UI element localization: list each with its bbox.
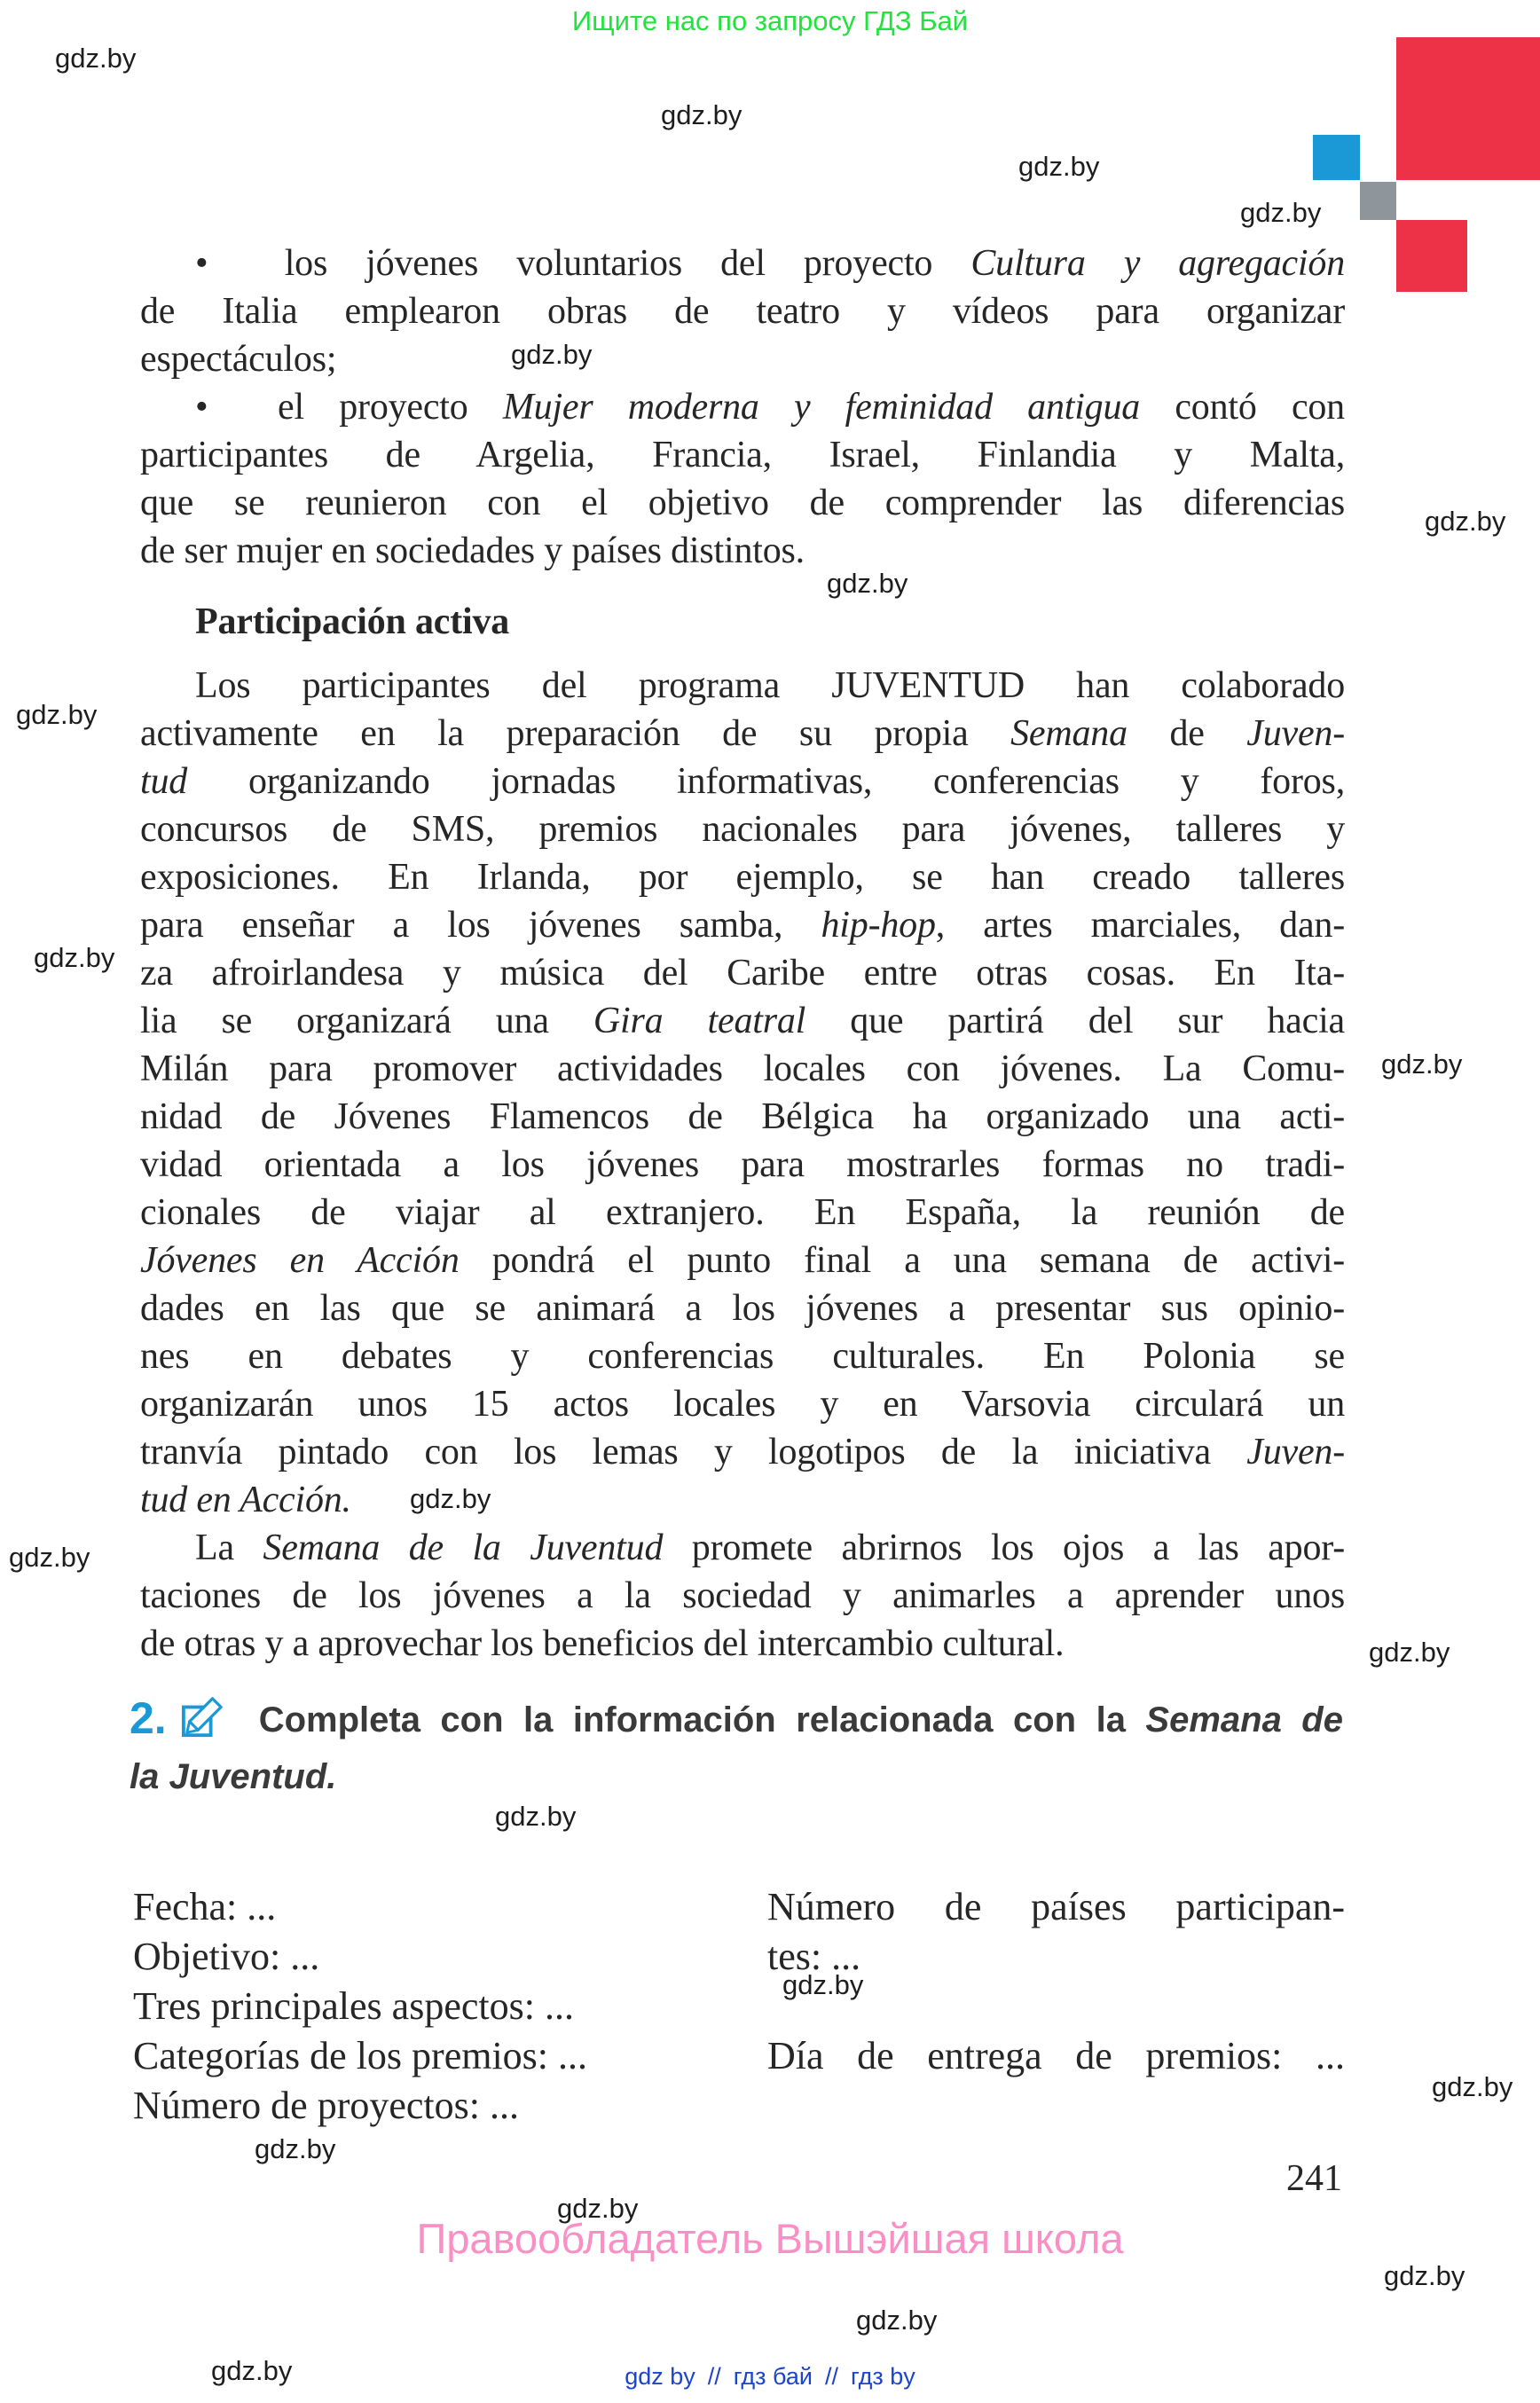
fill-in-item: Día de entrega de premios: ... [767,2034,1345,2077]
fill-in-item: Número de proyectos: ... [133,2084,519,2127]
pencil-edit-icon [181,1696,224,1739]
text-line: vidad orientada a los jóvenes para mostrarles formas no tradi- [140,1144,1345,1185]
copyright-text: Правообладатель Вышэйшая школа [416,2215,1124,2262]
gdz-watermark: gdz.by [557,2193,639,2224]
text-line: • el proyecto Mujer moderna y feminidad antigua contó con [195,387,1345,428]
gdz-watermark: gdz.by [1425,506,1506,537]
text-line: nes en debates y conferencias culturales. En Polonia se [140,1336,1345,1377]
text-line: participantes de Argelia, Francia, Israel, Finlandia y Malta, [140,435,1345,475]
text-line: tranvía pintado con los lemas y logotipos de la iniciativa Juven- [140,1432,1345,1472]
decor-square [1313,135,1360,180]
text-line: za afroirlandesa y música del Caribe entre otras cosas. En Ita- [140,953,1345,993]
gdz-watermark: gdz.by [511,339,593,370]
gdz-watermark: gdz.by [410,1483,491,1514]
gdz-watermark: gdz.by [827,568,908,599]
gdz-watermark: gdz.by [34,942,115,973]
decor-square [1396,220,1467,292]
text-line: Jóvenes en Acción pondrá el punto final a una semana de activi- [140,1240,1345,1281]
gdz-watermark: gdz.by [55,43,137,74]
exercise-instruction: Completa con la información relacionada con la Semana de [258,1700,1343,1739]
text-line: de ser mujer en sociedades y países distintos. [140,530,805,571]
footer-link[interactable]: gdz by [625,2363,695,2390]
reading-text [140,240,1345,1668]
text-line: de Italia emplearon obras de teatro y vídeos para organizar [140,291,1345,332]
promo-banner-text: Ищите нас по запросу ГДЗ Бай [571,5,969,36]
text-line: cionales de viajar al extranjero. En España, la reunión de [140,1192,1345,1233]
gdz-watermark: gdz.by [1432,2071,1513,2102]
gdz-watermark: gdz.by [255,2133,336,2164]
text-line: tud organizando jornadas informativas, conferencias y foros, [140,761,1345,802]
fill-in-item: tes: ... [767,1935,861,1978]
decor-square [1360,182,1396,220]
exercise-instruction-continued: la Juventud. [130,1757,337,1796]
gdz-watermark: gdz.by [16,699,98,730]
text-line: que se reunieron con el objetivo de comprender las diferencias [140,483,1345,523]
text-line: dades en las que se animará a los jóvenes a presentar sus opinio- [140,1288,1345,1329]
text-line: tud en Acción. [140,1480,351,1520]
footer-link[interactable]: гдз бай [733,2363,813,2390]
text-line: nidad de Jóvenes Flamencos de Bélgica ha organizado una acti- [140,1096,1345,1137]
text-line: de otras y a aprovechar los beneficios del intercambio cultural. [140,1623,1065,1664]
footer-link[interactable]: гдз by [851,2363,915,2390]
link-separator: // [824,2363,838,2390]
fill-in-item: Categorías de los premios: ... [133,2034,588,2077]
fill-in-list-left [133,1882,754,2131]
text-line: Los participantes del programa JUVENTUD han colaborado [195,665,1345,706]
gdz-watermark: gdz.by [1381,1048,1463,1080]
gdz-watermark: gdz.by [211,2355,293,2386]
fill-in-item: Objetivo: ... [133,1935,320,1978]
text-line: activamente en la preparación de su propia Semana de Juven- [140,713,1346,754]
text-line: espectáculos; [140,339,337,380]
decor-square [1396,37,1540,180]
gdz-watermark: gdz.by [782,1969,864,2000]
gdz-watermark: gdz.by [1369,1637,1450,1668]
fill-in-list-right [767,1882,1345,2081]
page-number: 241 [1286,2158,1342,2199]
text-line: • los jóvenes voluntarios del proyecto Cultura y agregación [195,243,1345,284]
fill-in-item: Número de países participan- [767,1885,1345,1928]
exercise-number: 2. [130,1693,167,1743]
gdz-watermark: gdz.by [661,99,742,130]
text-line: lia se organizará una Gira teatral que partirá del sur hacia [140,1001,1345,1041]
text-line: organizarán unos 15 actos locales y en Varsovia circulará un [140,1384,1345,1425]
footer-links [0,2363,1540,2391]
section-heading: Participación activa [195,601,510,642]
gdz-watermark: gdz.by [1018,151,1100,182]
exercise-2 [130,1693,1343,1799]
text-line: concursos de SMS, premios nacionales para jóvenes, talleres y [140,809,1345,850]
gdz-watermark: gdz.by [1384,2260,1465,2291]
gdz-watermark: gdz.by [856,2305,938,2336]
gdz-watermark: gdz.by [9,1542,90,1573]
text-line: Milán para promover actividades locales con jóvenes. La Comu- [140,1048,1345,1089]
gdz-watermark: gdz.by [1240,197,1322,228]
fill-in-item: Tres principales aspectos: ... [133,1984,574,2028]
text-line: para enseñar a los jóvenes samba, hip-hop, artes marciales, dan- [140,905,1345,946]
fill-in-item: Fecha: ... [133,1885,277,1928]
text-line: taciones de los jóvenes a la sociedad y animarles a aprender unos [140,1575,1345,1616]
link-separator: // [707,2363,721,2390]
gdz-watermark: gdz.by [495,1801,577,1832]
exercise-2-header [130,1693,1343,1743]
text-line: exposiciones. En Irlanda, por ejemplo, se han creado talleres [140,857,1345,898]
text-line: La Semana de la Juventud promete abrirnos los ojos a las apor- [195,1527,1345,1568]
